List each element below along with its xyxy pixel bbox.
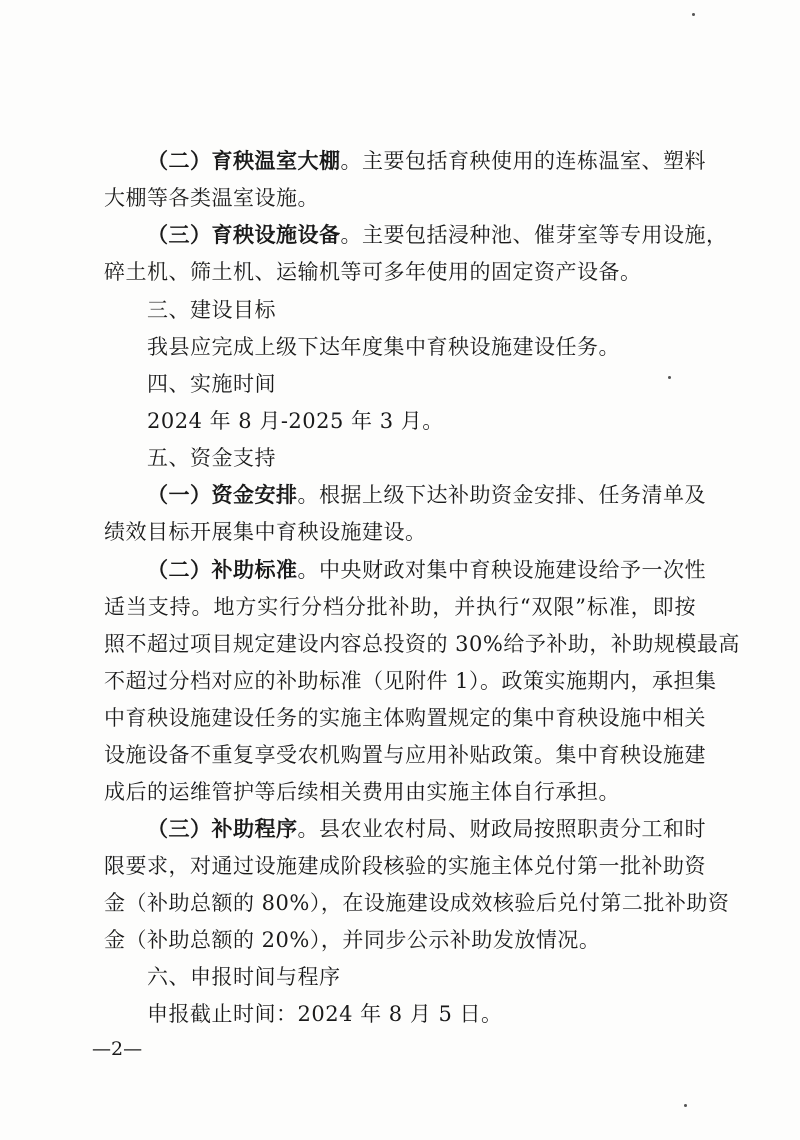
paragraph-line: 金（补助总额的 80%），在设施建设成效核验后兑付第二批补助资 [104, 891, 730, 915]
paragraph-line: 碎土机、筛土机、运输机等可多年使用的固定资产设备。 [104, 260, 642, 284]
paragraph-line: 绩效目标开展集中育秧设施建设。 [104, 520, 427, 544]
section-heading: 五、资金支持 [147, 446, 276, 470]
paragraph-line: 适当支持。地方实行分档分批补助，并执行“双限”标准，即按 [104, 595, 696, 619]
section-heading: 四、实施时间 [147, 372, 276, 396]
paragraph-line: （一）资金安排。根据上级下达补助资金安排、任务清单及 [147, 482, 706, 507]
paragraph-line: 限要求，对通过设施建成阶段核验的实施主体兑付第一批补助资 [104, 854, 706, 878]
paragraph-line: 设施设备不重复享受农机购置与应用补贴政策。集中育秧设施建 [104, 743, 706, 767]
paragraph-line: 中育秧设施建设任务的实施主体购置规定的集中育秧设施中相关 [104, 706, 706, 730]
paragraph-line: 照不超过项目规定建设内容总投资的 30%给予补助，补助规模最高 [104, 632, 740, 656]
paragraph-line: 不超过分档对应的补助标准（见附件 1）。政策实施期内，承担集 [104, 669, 717, 693]
paragraph-line: （二）育秧温室大棚。主要包括育秧使用的连栋温室、塑料 [147, 148, 706, 173]
section-heading: （二）育秧温室大棚 [147, 148, 341, 173]
scan-speck [668, 376, 671, 379]
paragraph-line: 成后的运维管护等后续相关费用由实施主体自行承担。 [104, 780, 620, 804]
paragraph-line: 申报截止时间：2024 年 8 月 5 日。 [147, 1002, 503, 1026]
paragraph-line: 2024 年 8 月-2025 年 3 月。 [147, 409, 444, 433]
page-number: —2— [92, 1038, 143, 1060]
scan-speck [692, 13, 695, 16]
paragraph-line: （三）补助程序。县农业农村局、财政局按照职责分工和时 [147, 816, 706, 841]
paragraph-line: （三）育秧设施设备。主要包括浸种池、催芽室等专用设施， [147, 222, 728, 247]
section-heading: （二）补助标准 [147, 557, 298, 582]
section-heading: （三）育秧设施设备 [147, 222, 341, 247]
paragraph-line: 大棚等各类温室设施。 [104, 186, 319, 210]
section-heading: （一）资金安排 [147, 482, 298, 507]
section-heading: 六、申报时间与程序 [147, 965, 341, 989]
paragraph-line: （二）补助标准。中央财政对集中育秧设施建设给予一次性 [147, 557, 706, 582]
paragraph-line: 金（补助总额的 20%），并同步公示补助发放情况。 [104, 928, 601, 952]
scan-speck [684, 1104, 687, 1107]
paragraph-line: 我县应完成上级下达年度集中育秧设施建设任务。 [147, 335, 620, 359]
section-heading: （三）补助程序 [147, 816, 298, 841]
section-heading: 三、建设目标 [147, 298, 276, 322]
